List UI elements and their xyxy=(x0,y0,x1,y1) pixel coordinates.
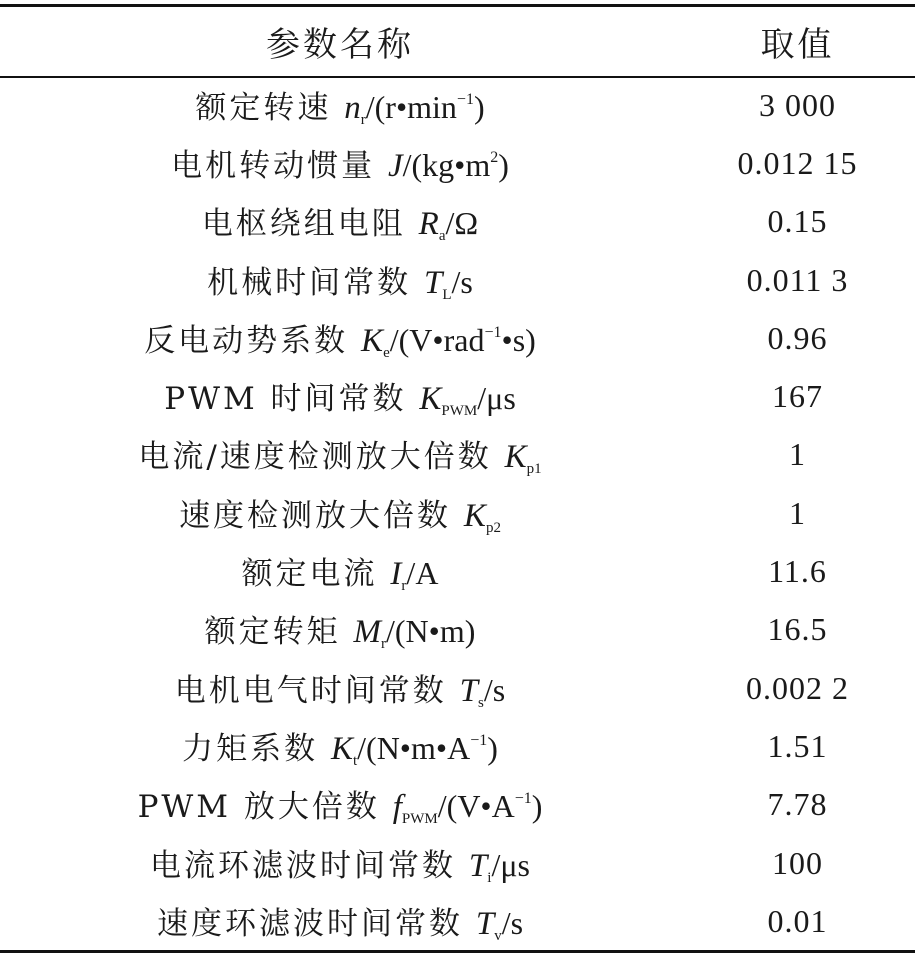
param-label: 速度环滤波时间常数 xyxy=(156,905,476,942)
header-value: 取值 xyxy=(760,25,835,65)
table-row xyxy=(0,76,915,134)
header-param-name: 参数名称 xyxy=(266,25,414,65)
param-label: 电流/速度检测放大倍数 xyxy=(138,439,505,476)
table-header-row xyxy=(0,7,915,76)
param-symbol: T xyxy=(468,847,488,884)
param-label: PWM 放大倍数 xyxy=(137,789,393,826)
param-symbol: K xyxy=(419,381,442,418)
table-row xyxy=(0,367,915,425)
param-unit: /(r•min xyxy=(365,88,457,125)
param-name-cell xyxy=(0,659,680,717)
param-subscript: a xyxy=(438,228,446,245)
param-subscript: t xyxy=(352,752,358,769)
param-symbol: I xyxy=(390,556,402,593)
param-value-cell: 1 xyxy=(789,494,806,531)
param-symbol: K xyxy=(361,322,384,359)
table-row xyxy=(0,193,915,251)
table-row xyxy=(0,892,915,950)
param-value-cell: 1.51 xyxy=(767,727,828,764)
param-label: 机械时间常数 xyxy=(207,264,424,301)
param-label: 电机电气时间常数 xyxy=(174,672,460,709)
param-subscript: PWM xyxy=(441,403,478,420)
param-symbol: K xyxy=(504,439,527,476)
param-symbol: M xyxy=(353,614,381,651)
table-row xyxy=(0,659,915,717)
param-unit: /s xyxy=(501,904,524,941)
param-subscript: r xyxy=(360,111,366,128)
table-row xyxy=(0,309,915,367)
param-unit-exponent: 2 xyxy=(490,148,499,166)
param-subscript: v xyxy=(494,927,502,944)
table-row xyxy=(0,484,915,542)
param-unit: /(N•m•A xyxy=(357,729,471,766)
param-value-cell: 0.002 2 xyxy=(746,669,849,706)
param-label: 电流环滤波时间常数 xyxy=(150,847,469,884)
table-row xyxy=(0,834,915,892)
param-unit-tail: ) xyxy=(487,729,498,766)
param-name-cell xyxy=(0,776,680,834)
param-symbol: K xyxy=(330,730,353,767)
param-value-cell: 0.96 xyxy=(767,319,828,356)
param-name-cell xyxy=(0,426,680,484)
param-value-cell: 0.15 xyxy=(767,203,828,240)
table-row xyxy=(0,542,915,600)
param-name-cell xyxy=(0,76,680,134)
param-value-cell: 167 xyxy=(772,378,823,415)
param-name-cell xyxy=(0,542,680,600)
param-symbol: J xyxy=(387,147,403,184)
param-unit: /s xyxy=(483,671,506,708)
table-row xyxy=(0,717,915,775)
param-unit: /μs xyxy=(491,846,530,883)
param-unit-tail: ) xyxy=(473,88,485,125)
param-name-cell xyxy=(0,717,680,775)
param-value-cell: 0.012 15 xyxy=(737,144,858,181)
table-row xyxy=(0,251,915,309)
param-unit-tail: ) xyxy=(531,788,543,825)
param-value-cell: 16.5 xyxy=(767,611,828,648)
table-body xyxy=(0,76,915,950)
param-subscript: p2 xyxy=(485,519,501,536)
param-label: 反电动势系数 xyxy=(144,322,362,359)
param-subscript: r xyxy=(401,578,407,595)
parameter-table xyxy=(0,7,915,950)
param-symbol: f xyxy=(392,789,402,826)
param-subscript: s xyxy=(478,694,484,711)
param-unit-tail: •s) xyxy=(501,321,536,358)
param-label: 力矩系数 xyxy=(182,730,331,767)
param-subscript: L xyxy=(442,286,452,303)
param-unit: /(N•m) xyxy=(385,613,476,650)
param-name-cell xyxy=(0,892,680,950)
param-unit-tail: ) xyxy=(498,146,509,183)
param-subscript: PWM xyxy=(401,811,438,828)
param-subscript: e xyxy=(383,344,390,361)
table-row xyxy=(0,426,915,484)
param-value-cell: 3 000 xyxy=(759,86,836,123)
param-label: PWM 时间常数 xyxy=(164,381,420,418)
param-value-cell: 11.6 xyxy=(768,553,827,590)
param-subscript: p1 xyxy=(526,461,542,478)
param-unit-exponent: −1 xyxy=(514,790,532,808)
param-name-cell xyxy=(0,484,680,542)
param-symbol: T xyxy=(459,672,479,709)
param-name-cell xyxy=(0,134,680,192)
param-symbol: T xyxy=(423,264,443,301)
param-value-cell: 0.01 xyxy=(767,902,828,939)
param-value-cell: 0.011 3 xyxy=(746,261,849,298)
param-symbol: R xyxy=(418,206,439,243)
param-symbol: K xyxy=(463,497,486,534)
param-unit: /A xyxy=(406,555,439,592)
param-label: 速度检测放大倍数 xyxy=(179,497,464,534)
param-name-cell xyxy=(0,193,680,251)
param-unit: /μs xyxy=(477,380,516,417)
param-symbol: n xyxy=(344,89,361,126)
param-unit-exponent: −1 xyxy=(484,323,502,341)
table-row xyxy=(0,776,915,834)
param-value-cell: 7.78 xyxy=(767,786,828,823)
param-subscript: r xyxy=(380,636,386,653)
param-name-cell xyxy=(0,251,680,309)
table-row xyxy=(0,601,915,659)
param-unit: /(V•rad xyxy=(389,321,485,358)
param-name-cell xyxy=(0,309,680,367)
param-label: 额定转矩 xyxy=(204,614,354,651)
param-unit: /(kg•m xyxy=(402,146,491,183)
param-name-cell xyxy=(0,367,680,425)
param-unit: /Ω xyxy=(445,205,479,242)
param-value-cell: 100 xyxy=(772,844,823,881)
param-value-cell: 1 xyxy=(789,436,806,473)
param-symbol: T xyxy=(475,905,495,942)
param-subscript: i xyxy=(487,869,492,886)
table-row xyxy=(0,134,915,192)
param-name-cell xyxy=(0,601,680,659)
param-unit: /(V•A xyxy=(437,788,515,825)
param-unit-exponent: −1 xyxy=(456,90,474,108)
param-label: 额定电流 xyxy=(241,556,391,593)
param-label: 额定转速 xyxy=(195,89,345,126)
param-name-cell xyxy=(0,834,680,892)
param-label: 电机转动惯量 xyxy=(171,147,388,184)
param-label: 电枢绕组电阻 xyxy=(201,206,419,243)
param-unit: /s xyxy=(451,263,473,300)
param-unit-exponent: −1 xyxy=(470,731,488,749)
